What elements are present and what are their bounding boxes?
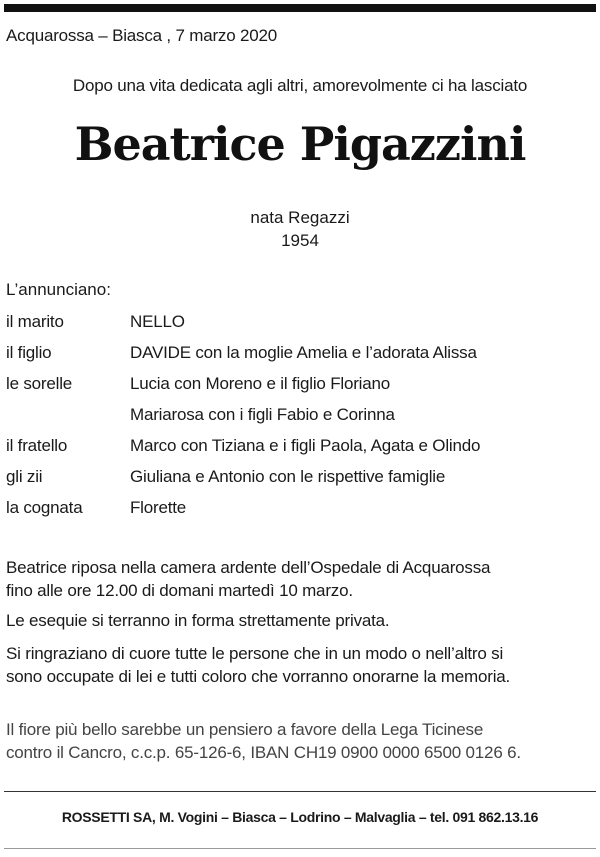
maiden-name: nata Regazzi (250, 208, 350, 227)
funeral-home-footer: ROSSETTI SA, M. Vogini – Biasca – Lodrino – Malvaglia – tel. 091 862.13.16 (61, 809, 539, 825)
relation-label: la cognata (6, 497, 83, 517)
family-row (6, 461, 596, 492)
notice-line: sono occupate di lei e tutti coloro che vorranno onorarne la memoria. (6, 667, 511, 686)
intro-text: Dopo una vita dedicata agli altri, amorevolmente ci ha lasciato (72, 76, 528, 95)
relation-label: il figlio (6, 342, 52, 362)
notice-line: Si ringraziano di cuore tutte le persone che in un modo o nell’altro si (6, 644, 504, 663)
family-row (6, 492, 596, 523)
relation-names: NELLO (130, 311, 185, 331)
relation-label: le sorelle (6, 373, 73, 393)
relation-names: Marco con Tiziana e i figli Paola, Agata e Olindo (130, 435, 481, 455)
relation-label: il marito (6, 311, 64, 331)
viewing-notice (6, 556, 596, 602)
relation-label: il fratello (6, 435, 68, 455)
notice-line: Il fiore più bello sarebbe un pensiero a favore della Lega Ticinese (6, 720, 484, 739)
notice-line: Beatrice riposa nella camera ardente dell’Ospedale di Acquarossa (6, 558, 491, 577)
announce-label: L’annunciano: (6, 280, 111, 299)
family-row (6, 399, 596, 430)
family-list (6, 306, 596, 523)
funeral-notice: Le esequie si terranno in forma strettamente privata. (6, 611, 390, 630)
relation-names: DAVIDE con la moglie Amelia e l’adorata Alissa (130, 342, 477, 362)
relation-label: gli zii (6, 466, 43, 486)
bottom-divider (4, 848, 596, 849)
family-row (6, 430, 596, 461)
top-rule (4, 4, 596, 12)
donation-notice (6, 718, 596, 764)
footer-divider (4, 791, 596, 792)
place-date: Acquarossa – Biasca , 7 marzo 2020 (6, 26, 278, 45)
birth-year: 1954 (281, 231, 319, 250)
relation-names: Florette (130, 497, 187, 517)
relation-names: Mariarosa con i figli Fabio e Corinna (130, 404, 395, 424)
deceased-name: Beatrice Pigazzini (74, 117, 526, 171)
notice-line: fino alle ore 12.00 di domani martedì 10 marzo. (6, 581, 353, 600)
family-row (6, 368, 596, 399)
birth-info (0, 206, 600, 252)
thanks-notice (6, 642, 596, 688)
notice-line: contro il Cancro, c.c.p. 65-126-6, IBAN CH19 0900 0000 6500 0126 6. (6, 743, 521, 762)
family-row (6, 337, 596, 368)
relation-names: Giuliana e Antonio con le rispettive famiglie (130, 466, 446, 486)
family-row (6, 306, 596, 337)
relation-names: Lucia con Moreno e il figlio Floriano (130, 373, 391, 393)
